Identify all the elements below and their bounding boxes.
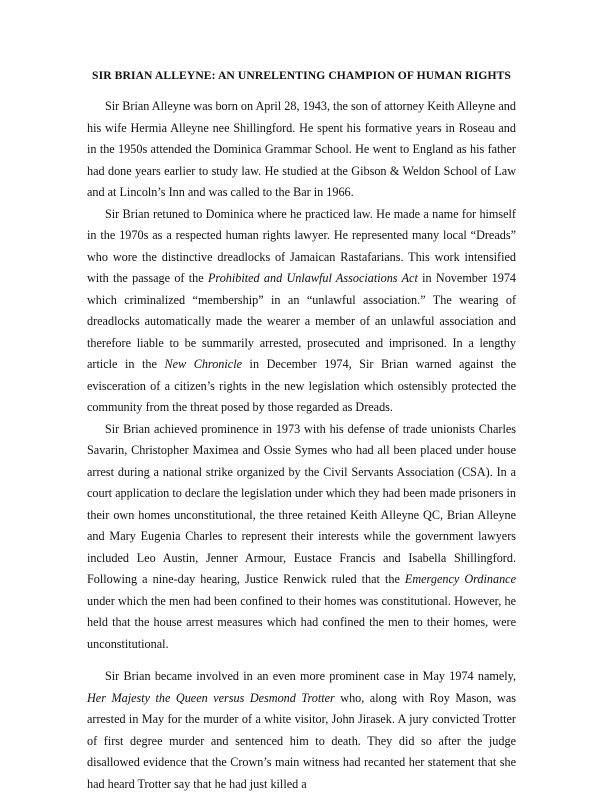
document-title: SIR BRIAN ALLEYNE: AN UNRELENTING CHAMPION OF HUMAN RIGHTS: [92, 69, 511, 82]
newspaper-title: New Chronicle: [164, 357, 242, 371]
ordinance-title: Emergency Ordinance: [404, 572, 516, 586]
paragraph-2: [87, 204, 516, 419]
paragraph-4-text-b: who, along with Roy Mason, was arrested in May for the murder of a white visitor, John Jirasek. A jury convicted Trotter of first degree murder and sentenced him to death. They did so after the judge disallowed evidence that the Crown’s main witness had recanted her statement that she had heard Trotter say that he had just killed a: [87, 690, 516, 791]
paragraph-2-text-a: Sir Brian retuned to Dominica where he practiced law. He made a name for himself in the 1970s as a respected human rights lawyer. He represented many local “Dreads” who wore the distinctive dreadlocks of Jamaican Rastafarians. This work intensified with the passage of the: [87, 206, 516, 285]
paragraph-2-text-c: in December 1974, Sir Brian warned against the evisceration of a citizen’s rights in the new legislation which ostensibly protected the community from the threat posed by those regarded as Dreads.: [87, 357, 516, 414]
paragraph-2-text-b: in November 1974 which criminalized “membership” in an “unlawful association.” The wearing of dreadlocks automatically made the wearer a member of an unlawful association and therefore liable to be summarily arrested, prosecuted and imprisoned. In a lengthy article in the: [87, 271, 517, 371]
paragraph-3-text-b: under which the men had been confined to their homes was constitutional. However, he held that the house arrest measures which had confined the men to their homes, were unconstitutional.: [87, 593, 516, 651]
case-title: Her Majesty the Queen versus Desmond Trotter: [87, 690, 335, 705]
paragraph-3-text-a: Sir Brian achieved prominence in 1973 with his defense of trade unionists Charles Savarin, Christopher Maximea and Ossie Symes who had all been placed under house arrest during a national strike organized by the Civil Servants Association (CSA). In a court application to declare the legislation under which they had been made prisoners in their own homes unconstitutional, the three retained Keith Alleyne QC, Brian Alleyne and Mary Eugenia Charles to represent their interests while the government lawyers included Leo Austin, Jenner Armour, Eustace Francis and Isabella Shillingford. Following a nine-day hearing, Justice Renwick ruled that the: [87, 421, 516, 586]
paragraph-4-text-a: Sir Brian became involved in an even more prominent case in May 1974 namely,: [105, 669, 516, 683]
act-title: Prohibited and Unlawful Associations Act: [207, 271, 418, 285]
paragraph-1: Sir Brian Alleyne was born on April 28, 1943, the son of attorney Keith Alleyne and his wife Hermia Alleyne nee Shillingford. He spent his formative years in Roseau and in the 1950s attended the Dominica Grammar School. He went to England as his father had done years earlier to study law. He studied at the Gibson & Weldon School of Law and at Lincoln’s Inn and was called to the Bar in 1966.: [87, 99, 516, 199]
paragraph-3: [87, 419, 516, 656]
